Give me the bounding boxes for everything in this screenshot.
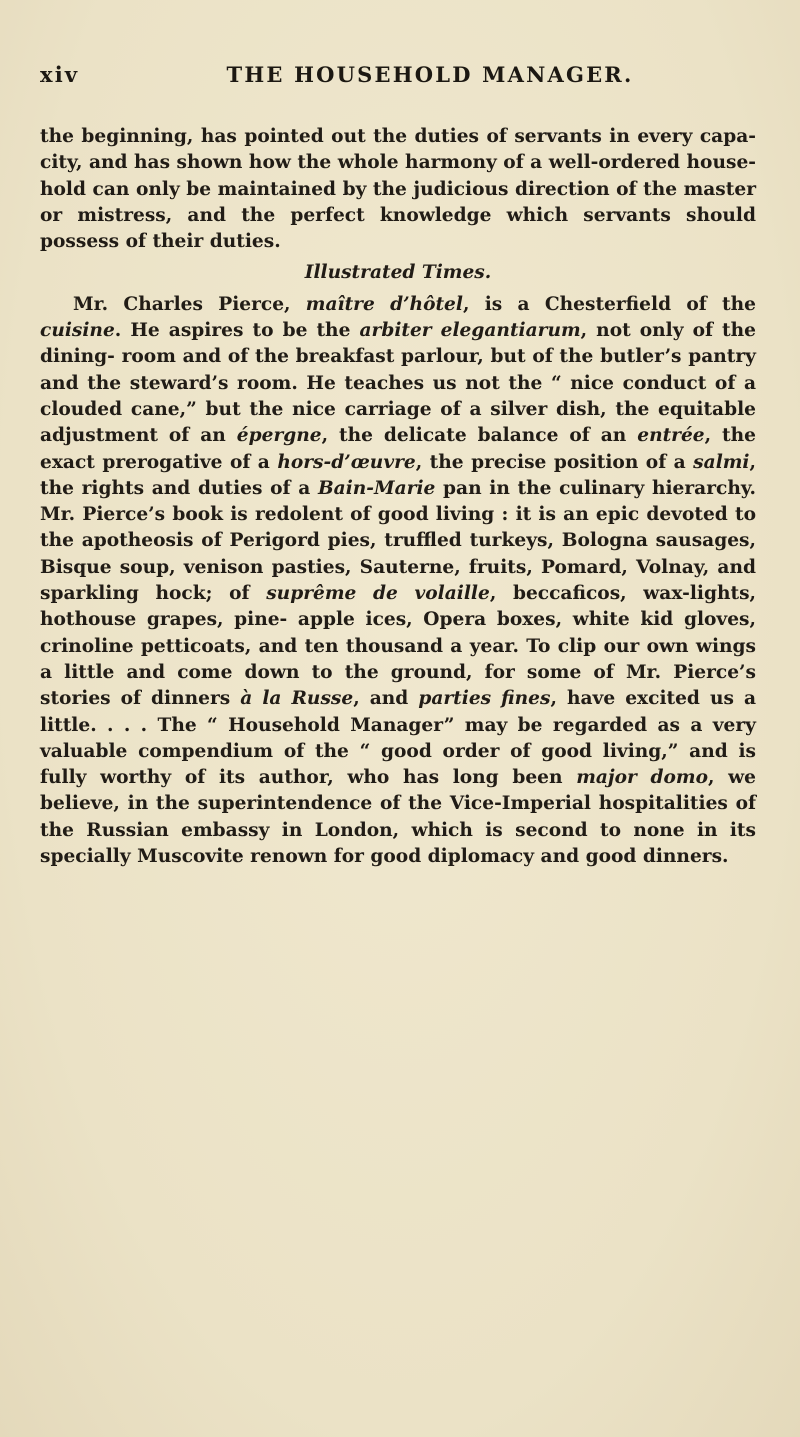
- italic-phrase: Bain-Marie: [317, 477, 436, 499]
- italic-phrase: à la Russe: [240, 688, 354, 710]
- paragraph-continuation: the beginning, has pointed out the duties of servants in every capa- city, and has shown how the whole harmony of a well-ordered house- hold can only be maintained by the judicious direction of the master or mistress, and the perfect knowledge which servants should possess of their duties.: [40, 126, 756, 253]
- paragraph-review: [40, 292, 756, 871]
- running-head: [40, 50, 760, 90]
- text-run: , not only of the dining- room and of the breakfast parlour, but of the butler’s pantry and the steward’s room. He teaches us not the “ nice conduct of a clouded cane,” but the nice carriage of a silver dish, the equitable adjustment of an: [40, 320, 756, 447]
- text-run: , and: [353, 688, 419, 710]
- text-run: , is a Chesterfield of the: [462, 293, 756, 315]
- italic-phrase: salmi: [693, 451, 750, 473]
- body-text: [40, 124, 756, 870]
- italic-phrase: arbiter elegantiarum: [359, 320, 581, 342]
- text-run: . He aspires to be the: [114, 320, 360, 342]
- text-run: , the exact prerogative of a: [40, 425, 756, 473]
- text-run: , the rights and duties of a: [40, 451, 756, 499]
- italic-phrase: hors-d’œuvre: [277, 451, 416, 473]
- source-attribution: Illustrated Times.: [304, 262, 492, 284]
- text-run: , have excited us a little. . . . The “ Household Manager” may be regarded as a very valuable compendium of the “ good order of good living,” and is fully worthy of its author, who has long been: [40, 688, 756, 789]
- italic-phrase: cuisine: [40, 320, 115, 342]
- italic-phrase: major domo: [576, 767, 708, 789]
- text-run: , the delicate balance of an: [321, 425, 638, 447]
- text-run: , the precise position of a: [415, 451, 694, 473]
- italic-phrase: maître d’hôtel: [305, 293, 463, 315]
- page-number: xiv: [40, 62, 80, 87]
- italic-phrase: parties fines: [418, 688, 551, 710]
- text-run: , we believe, in the superintendence of the Vice-Imperial hospitalities of the Russian embassy in London, which is second to none in its specially Muscovite renown for good diplomacy and good dinners.: [40, 767, 756, 868]
- italic-phrase: entrée: [637, 425, 705, 447]
- italic-phrase: suprême de volaille: [266, 583, 490, 605]
- text-run: pan in the culinary hierarchy. Mr. Pierce’s book is redolent of good living : it is an epic devoted to the apotheosis of Perigord pies, truffled turkeys, Bologna sausages, Bisque soup, venison pasties, Sauterne, fruits, Pomard, Volnay, and sparkling hock; of: [40, 477, 757, 605]
- text-run: Mr. Charles Pierce,: [73, 293, 306, 315]
- text-run: , beccaficos, wax-lights, hothouse grapes, pine- apple ices, Opera boxes, white kid gloves, crinoline petticoats, and ten thousand a year. To clip our own wings a little and come down to the ground, for some of Mr. Pierce’s stories of dinners: [40, 583, 757, 710]
- running-title: THE HOUSEHOLD MANAGER.: [226, 62, 634, 87]
- italic-phrase: épergne: [236, 425, 322, 447]
